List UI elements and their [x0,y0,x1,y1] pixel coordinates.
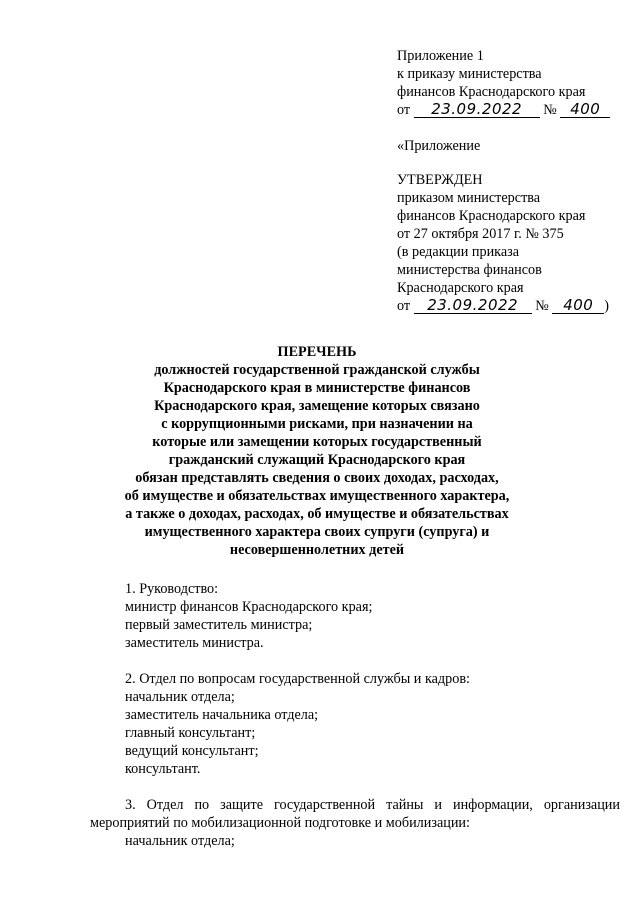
appendix-date-line [397,101,629,119]
section-1 [90,580,620,652]
title-line: должностей государственной гражданской службы [154,362,480,378]
list-item: начальник отдела; [125,833,235,849]
appendix-line-1: Приложение 1 [397,48,484,64]
approved-number-prefix: № [535,298,549,314]
list-item: главный консультант; [125,725,256,741]
document-title [0,343,634,559]
appendix-reference [397,47,629,119]
approved-line: приказом министерства [397,190,541,206]
section-heading: 2. Отдел по вопросам государственной службы и кадров: [125,671,470,687]
title-line: с коррупционными рисками, при назначении на [161,416,473,432]
list-item: заместитель министра. [125,635,264,651]
quoted-appendix [397,137,629,155]
title-heading: ПЕРЕЧЕНЬ [277,344,357,360]
section-2 [90,670,620,778]
section-heading: 3. Отдел по защите государственной тайны и информации, организации [125,797,620,813]
list-item: заместитель начальника отдела; [125,707,319,723]
approved-heading: УТВЕРЖДЕН [397,172,483,188]
approved-block [397,171,629,315]
appendix-number-handwritten: 400 [560,102,610,118]
list-item: министр финансов Краснодарского края; [125,599,373,615]
approved-date-prefix: от [397,298,411,314]
title-line: которые или замещении которых государственный [152,434,482,450]
title-line: а также о доходах, расходах, об имуществе и обязательствах [125,506,509,522]
title-line: Краснодарского края в министерстве финансов [163,380,471,396]
appendix-date-handwritten: 23.09.2022 [414,102,540,118]
approved-number-handwritten: 400 [552,298,604,314]
appendix-date-prefix: от [397,102,411,118]
title-line: имущественного характера своих супруги (супруга) и [144,524,490,540]
approved-line: (в редакции приказа [397,244,520,260]
approved-line: министерства финансов [397,262,542,278]
appendix-line-3: финансов Краснодарского края [397,84,586,100]
appendix-line-2: к приказу министерства [397,66,542,82]
quoted-appendix-label: «Приложение [397,138,481,154]
approved-line: от 27 октября 2017 г. № 375 [397,226,564,242]
approved-line: Краснодарского края [397,280,524,296]
appendix-number-prefix: № [543,102,557,118]
title-line: несовершеннолетних детей [229,542,405,558]
title-line: Краснодарского края, замещение которых связано [154,398,480,414]
list-item: начальник отдела; [125,689,235,705]
positions-list [90,580,620,868]
list-item: первый заместитель министра; [125,617,313,633]
title-line: обязан представлять сведения о своих доходах, расходах, [135,470,499,486]
approved-date-line [397,297,629,315]
title-line: об имуществе и обязательствах имущественного характера, [124,488,510,504]
approved-line: финансов Краснодарского края [397,208,586,224]
list-item: консультант. [125,761,201,777]
title-line: гражданский служащий Краснодарского края [168,452,466,468]
section-3 [90,796,620,850]
section-heading: 1. Руководство: [125,581,219,597]
list-item: ведущий консультант; [125,743,259,759]
approved-closing-paren: ) [604,298,610,314]
approved-date-handwritten: 23.09.2022 [414,298,532,314]
section-heading-continued: мероприятий по мобилизационной подготовке и мобилизации: [90,815,470,831]
